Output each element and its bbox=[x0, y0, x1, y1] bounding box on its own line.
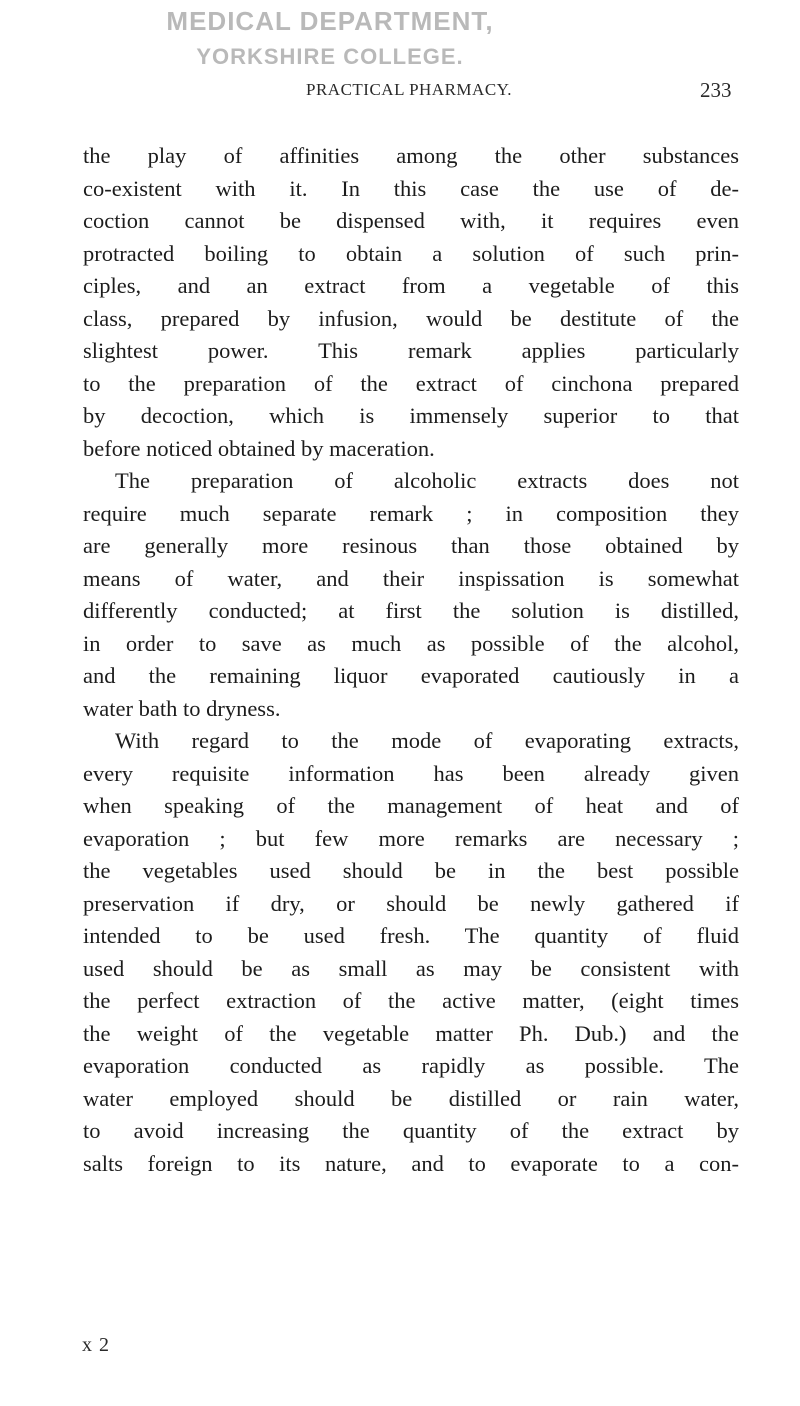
text-line: the play of affinities among the other substances bbox=[83, 143, 739, 168]
text-line: the weight of the vegetable matter Ph. Dub.) and the bbox=[83, 1020, 739, 1046]
text-line: when speaking of the management of heat and of bbox=[83, 793, 739, 818]
text-line: means of water, and their inspissation is somewhat bbox=[83, 565, 739, 591]
text-line: the perfect extraction of the active matter, (eight times bbox=[83, 988, 739, 1013]
running-title: PRACTICAL PHARMACY. bbox=[306, 80, 512, 99]
text-line: before noticed obtained by maceration. bbox=[83, 435, 435, 461]
text-line: require much separate remark ; in composition they bbox=[83, 500, 739, 526]
text-line: water employed should be distilled or rain water, bbox=[83, 1085, 739, 1111]
text-line: The preparation of alcoholic extracts does not bbox=[115, 468, 739, 493]
text-line: intended to be used fresh. The quantity of fluid bbox=[83, 923, 739, 948]
text-line: differently conducted; at first the solution is distilled, bbox=[83, 598, 739, 623]
text-line: With regard to the mode of evaporating extracts, bbox=[115, 728, 739, 753]
text-line: preservation if dry, or should be newly gathered if bbox=[83, 890, 739, 916]
text-line: to avoid increasing the quantity of the extract by bbox=[83, 1118, 739, 1143]
text-line: coction cannot be dispensed with, it requires even bbox=[83, 208, 739, 233]
text-line: used should be as small as may be consistent with bbox=[83, 955, 739, 981]
text-line: class, prepared by infusion, would be destitute of the bbox=[83, 305, 739, 331]
text-line: the vegetables used should be in the best possible bbox=[83, 858, 739, 883]
text-line: co-existent with it. In this case the use of de- bbox=[83, 175, 739, 201]
text-line: slightest power. This remark applies particularly bbox=[83, 338, 739, 363]
library-stamp-line-1: MEDICAL DEPARTMENT, bbox=[166, 6, 494, 36]
text-line: by decoction, which is immensely superior to that bbox=[83, 403, 739, 428]
text-line: ciples, and an extract from a vegetable of this bbox=[83, 273, 739, 298]
library-stamp-line-2: YORKSHIRE COLLEGE. bbox=[196, 44, 464, 69]
text-line: and the remaining liquor evaporated cautiously in a bbox=[83, 663, 739, 688]
page-number: 233 bbox=[700, 78, 732, 102]
text-line: evaporation conducted as rapidly as possible. The bbox=[83, 1053, 739, 1078]
text-line: to the preparation of the extract of cinchona prepared bbox=[83, 370, 739, 396]
printer-signature-mark: x 2 bbox=[82, 1334, 110, 1356]
text-line: in order to save as much as possible of the alcohol, bbox=[83, 630, 739, 656]
running-head bbox=[0, 80, 800, 108]
text-line: evaporation ; but few more remarks are necessary ; bbox=[83, 825, 739, 851]
text-line: every requisite information has been already given bbox=[83, 760, 739, 786]
text-line: protracted boiling to obtain a solution of such prin- bbox=[83, 240, 739, 266]
text-line: are generally more resinous than those obtained by bbox=[83, 533, 739, 558]
text-line: salts foreign to its nature, and to evaporate to a con- bbox=[83, 1150, 739, 1176]
body-text bbox=[83, 140, 739, 1180]
text-line: water bath to dryness. bbox=[83, 695, 281, 721]
